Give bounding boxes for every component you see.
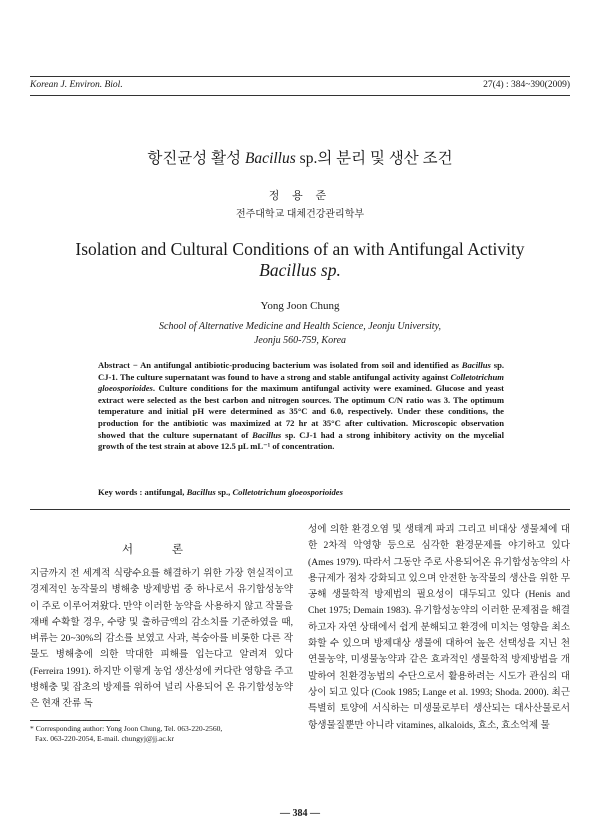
korean-author: 정 용 준 <box>268 190 332 202</box>
running-header <box>30 76 570 96</box>
body-column-left: 지금까지 전 세계적 식량수요를 해결하기 위한 가장 현실적이고 경제적인 농작물의 병해충 방제방법 중 하나로서 유기합성농약이 주로 이루어져왔다. 만약 이러한 농약을 사용하지 않고 작물을 재배 수확할 경우, 수량 및 출하금액의 감소치를 기준하였을 때, 벼류는 20~30%의 감소를 보였고 사과, 복숭아를 비롯한 다른 작물도 병해충에 의한 막대한 피해를 입는다고 알려져 있다 (Ferreira 1991). 하지만 이렇게 농업 생산성에 커다란 영향을 주고 병해충 및 잡초의 방제를 위하여 널리 사용되어 온 유기합성농약은 현재 잔류 독 <box>30 568 293 710</box>
english-title-line1: Isolation and Cultural Conditions of an with Antifungal Activity <box>75 239 525 259</box>
footnote <box>30 724 300 744</box>
korean-title <box>0 146 600 168</box>
volume-pages: 27(4) : 384~390(2009) <box>483 80 570 90</box>
keyword-genus: Bacillus <box>186 487 216 497</box>
section-title: 서 론 <box>121 544 202 556</box>
abstract-text-2: . Culture conditions for the maximum antifungal activity were examined. Glucose and yeast extract were selected as the best carbon and nitrogen sources. The optimum C/N ratio was 3. The optimum temperature and initial pH were determined as 35°C and 6.0, respectively. Under these conditions, the production for the antibiotic was maximized at 72 hr at 35°C after cultivation. Microscopic observation showed that the culture supernatant of <box>98 383 504 440</box>
abstract-species-1: Bacillus <box>461 360 491 370</box>
english-author: Yong Joon Chung <box>260 300 340 312</box>
page-number: — 384 — <box>280 808 320 819</box>
affiliation-line2: Jeonju 560-759, Korea <box>253 335 347 346</box>
abstract-species-2: Colletotrichum gloeosporioides <box>98 371 504 394</box>
korean-title-pre: 항진균성 활성 <box>147 150 245 167</box>
korean-affiliation: 전주대학교 대체건강관리학부 <box>235 209 365 220</box>
section-divider <box>30 509 570 510</box>
abstract-text-1: sp. CJ-1. The culture supernatant was found to have a strong and stable antifungal activity against <box>98 360 504 382</box>
abstract-text-3: sp. CJ-1 had a strong inhibitory activity on the mycelial growth of the test strain at above 12.5 μL mL⁻¹ of concentration. <box>98 429 504 452</box>
footnote-line2: Fax. 063-220-2054, E-mail. chungyj@jj.ac.kr <box>35 734 175 743</box>
affiliation-line1: School of Alternative Medicine and Health Science, Jeonju University, <box>159 321 441 332</box>
english-title <box>40 239 560 281</box>
keywords-label: Key words : antifungal, <box>98 487 187 497</box>
keyword-species: Colletotrichum gloeosporioides <box>232 487 343 497</box>
footnote-rule <box>30 720 120 721</box>
body-column-right: 성에 의한 환경오염 및 생태계 파괴 그리고 비대상 생물체에 대한 2차적 악영향 등으로 심각한 환경문제를 야기하고 있다 (Ames 1979). 따라서 그동안 주로 사용되어온 유기합성농약의 사용규제가 점차 강화되고 있으며 안전한 농작물의 생산을 위한 무공해 생물학적 방제법의 필요성이 대두되고 있다 (Henis and Chet 1975; Demain 1983). 유기합성농약의 이러한 문제점을 해결하고자 자연 상태에서 쉽게 분해되고 환경에 미치는 영향을 최소화할 수 있으며 방제대상 생물에 대하여 높은 선택성을 지닌 천연물농약, 미생물농약과 같은 효과적인 생물학적 방제방법을 개발하여 친환경농법의 수단으로서 활용하려는 시도가 관심의 대상이 되고 있다 (Cook 1985; Lange et al. 1993; Shoda. 2000). 최근 특별히 토양에 서식하는 미생물로부터 생산되는 대사산물로서 항생물질뿐만 아니라 vitamines, alkaloids, 효소, 효소억제 물 <box>308 524 570 731</box>
footnote-line1: * Corresponding author: Yong Joon Chung, Tel. 063-220-2560, <box>30 724 223 733</box>
abstract <box>98 360 504 453</box>
korean-title-genus: Bacillus <box>244 150 296 167</box>
journal-name: Korean J. Environ. Biol. <box>30 80 123 90</box>
abstract-lead: Abstract − An antifungal antibiotic-producing bacterium was isolated from soil and identified as <box>98 360 462 370</box>
keywords <box>98 487 504 497</box>
english-affiliation <box>0 320 600 348</box>
korean-title-post: sp.의 분리 및 생산 조건 <box>295 150 453 167</box>
keyword-sep: sp., <box>215 487 233 497</box>
abstract-species-3: Bacillus <box>252 429 282 440</box>
english-title-line2: Bacillus sp. <box>259 260 341 280</box>
